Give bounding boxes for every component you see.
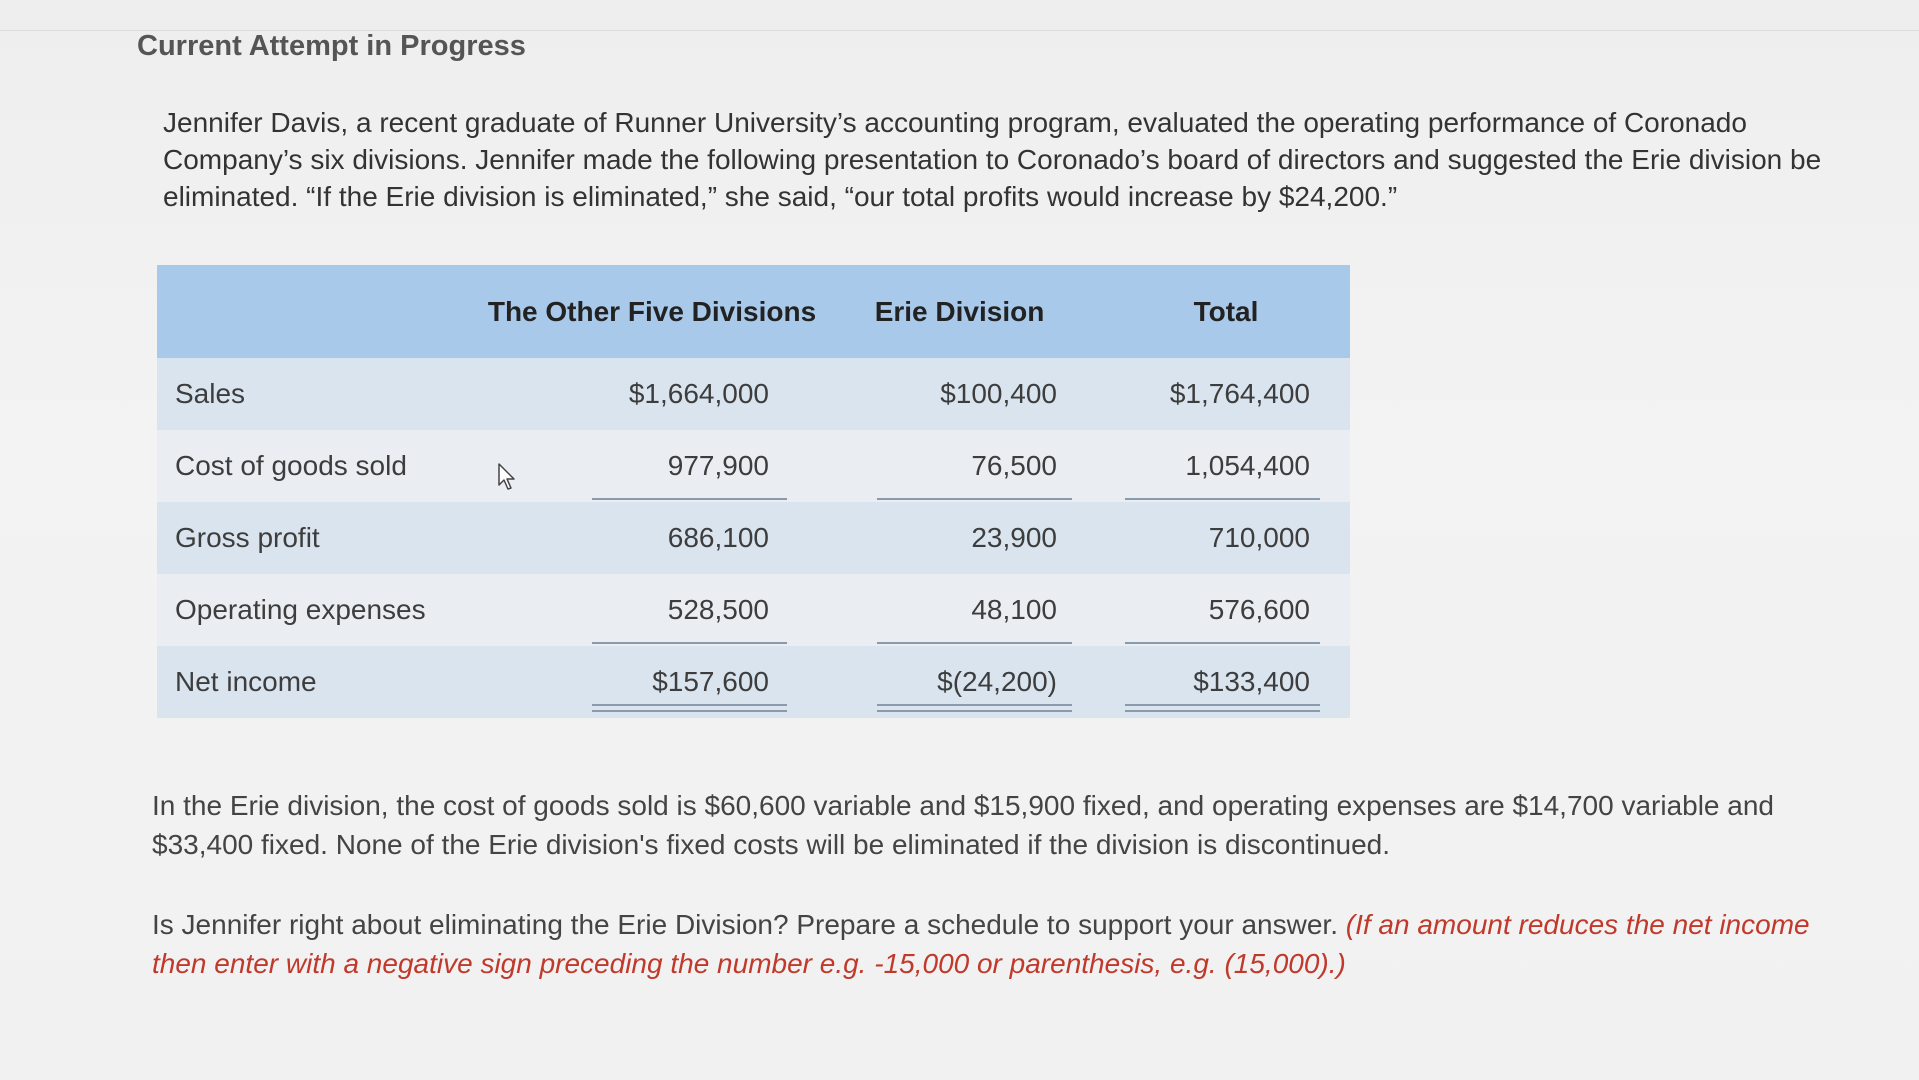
cell-sales-total: $1,764,400	[1169, 378, 1310, 409]
table-header-row	[157, 265, 1350, 358]
table-row-operating-expenses	[157, 574, 1350, 646]
cell-sales-erie: $100,400	[940, 378, 1057, 409]
row-label-net-income: Net income	[175, 666, 317, 697]
question-paragraph	[152, 905, 1852, 983]
question-text: Is Jennifer right about eliminating the Erie Division? Prepare a schedule to support your answer.	[152, 909, 1338, 940]
cell-gross-profit-other: 686,100	[667, 522, 769, 553]
cell-opex-other: 528,500	[667, 594, 769, 625]
header-erie-division: Erie Division	[817, 265, 1102, 358]
mouse-pointer-icon	[498, 463, 518, 491]
cell-net-income-other: $157,600	[652, 666, 769, 697]
cell-gross-profit-total: 710,000	[1208, 522, 1310, 553]
cell-net-income-erie: $(24,200)	[937, 666, 1057, 697]
row-label-cogs: Cost of goods sold	[175, 450, 407, 481]
table-row-sales	[157, 358, 1350, 430]
answer-instruction: (If an amount reduces the net income then enter with a negative sign preceding the number e.g. -15,000 or parenthesis, e.g. (15,000).)	[152, 909, 1810, 979]
cell-cogs-other: 977,900	[667, 450, 769, 481]
header-label	[157, 265, 487, 358]
section-title: Current Attempt in Progress	[137, 30, 526, 62]
table-row-gross-profit	[157, 502, 1350, 574]
header-other-divisions: The Other Five Divisions	[487, 265, 817, 358]
cell-gross-profit-erie: 23,900	[971, 522, 1057, 553]
cell-opex-total: 576,600	[1208, 594, 1310, 625]
cell-net-income-total: $133,400	[1193, 666, 1310, 697]
header-total: Total	[1102, 265, 1350, 358]
row-label-sales: Sales	[175, 378, 246, 409]
table-row-net-income	[157, 646, 1350, 718]
income-statement-table	[157, 265, 1350, 718]
problem-intro: Jennifer Davis, a recent graduate of Runner University’s accounting program, evaluated the operating performance of Coronado Company’s six divisions. Jennifer made the following presentation to Coronado’s board of directors and suggested the Erie division be eliminated. “If the Erie division is eliminated,” she said, “our total profits would increase by $24,200.”	[163, 107, 1822, 212]
erie-cost-breakdown: In the Erie division, the cost of goods sold is $60,600 variable and $15,900 fixed, and operating expenses are $14,700 variable and $33,400 fixed. None of the Erie division's fixed costs will be eliminated if the division is discontinued.	[152, 790, 1775, 860]
row-label-gross-profit: Gross profit	[175, 522, 320, 553]
row-label-operating-expenses: Operating expenses	[175, 594, 426, 625]
cell-cogs-erie: 76,500	[971, 450, 1057, 481]
cell-sales-other: $1,664,000	[628, 378, 769, 409]
cell-cogs-total: 1,054,400	[1185, 450, 1310, 481]
cell-opex-erie: 48,100	[971, 594, 1057, 625]
table-row-cogs	[157, 430, 1350, 502]
